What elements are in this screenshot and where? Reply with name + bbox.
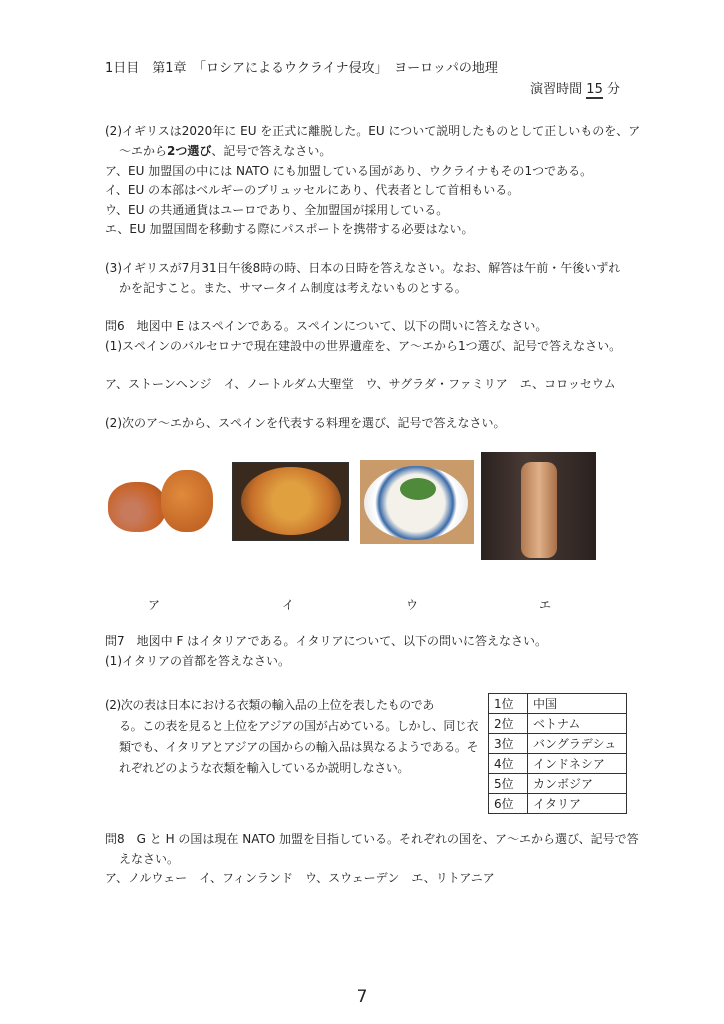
- food-image-c: [360, 460, 474, 544]
- page-title: 1日目 第1章 「ロシアによるウクライナ侵攻」 ヨーロッパの地理: [105, 61, 498, 76]
- rank-cell: 1位: [489, 694, 528, 714]
- table-row: [489, 734, 627, 754]
- practice-time: [530, 82, 620, 97]
- country-cell: バングラデシュ: [528, 734, 627, 754]
- image-label-c: ウ: [406, 598, 419, 612]
- image-label-d: エ: [539, 598, 552, 612]
- rank-cell: 6位: [489, 794, 528, 814]
- rank-cell: 3位: [489, 734, 528, 754]
- image-label-a: ア: [148, 598, 161, 612]
- mon7-title: 問7 地図中 F はイタリアである。イタリアについて、以下の問いに答えなさい。: [105, 634, 548, 648]
- mon7-q1: (1)イタリアの首都を答えなさい。: [105, 654, 290, 668]
- time-label: 演習時間: [530, 82, 583, 97]
- time-unit: 分: [606, 82, 620, 97]
- country-cell: 中国: [528, 694, 627, 714]
- mon7-q2-line: る。この表を見ると上位をアジアの国が占めている。しかし、同じ衣: [119, 719, 479, 733]
- mon8-line1: 問8 G と H の国は現在 NATO 加盟を目指している。それぞれの国を、ア〜エから選び、記号で答: [105, 832, 639, 846]
- table-row: [489, 794, 627, 814]
- image-label-b: イ: [282, 598, 295, 612]
- q2-line2-post: 、記号で答えなさい。: [211, 144, 332, 158]
- table-row: [489, 694, 627, 714]
- q2-line1: (2)イギリスは2020年に EU を正式に離脱した。EU について説明したものとして正しいものを、ア: [105, 124, 641, 138]
- food-image-b: [232, 462, 349, 541]
- rank-cell: 2位: [489, 714, 528, 734]
- mon8-options: ア、ノルウェー イ、フィンランド ウ、スウェーデン エ、リトアニア: [105, 871, 495, 885]
- table-row: [489, 714, 627, 734]
- time-value: 15: [586, 82, 603, 97]
- q2-option: エ、EU 加盟国間を移動する際にパスポートを携帯する必要はない。: [105, 222, 474, 236]
- mon8-line2: えなさい。: [119, 852, 180, 866]
- q2-line2: [105, 143, 331, 159]
- country-cell: インドネシア: [528, 754, 627, 774]
- mon6-q2: (2)次のア〜エから、スペインを代表する料理を選び、記号で答えなさい。: [105, 416, 506, 430]
- country-cell: カンボジア: [528, 774, 627, 794]
- table-row: [489, 754, 627, 774]
- q3-line1: (3)イギリスが7月31日午後8時の時、日本の日時を答えなさい。なお、解答は午前・午後いずれ: [105, 261, 621, 275]
- q2-line2-pre: 〜エから: [119, 144, 168, 158]
- clothing-import-table: [488, 693, 627, 814]
- mon6-title: 問6 地図中 E はスペインである。スペインについて、以下の問いに答えなさい。: [105, 319, 548, 333]
- q2-option: イ、EU の本部はベルギーのブリュッセルにあり、代表者として首相もいる。: [105, 183, 520, 197]
- mon6-q1: (1)スペインのバルセロナで現在建設中の世界遺産を、ア〜エから1つ選び、記号で答えなさい。: [105, 339, 622, 353]
- mon7-q2-line: (2)次の表は日本における衣類の輸入品の上位を表したものであ: [105, 698, 435, 712]
- rank-cell: 5位: [489, 774, 528, 794]
- food-image-a: [103, 462, 215, 540]
- country-cell: イタリア: [528, 794, 627, 814]
- mon7-q2-line: 類でも、イタリアとアジアの国からの輸入品は異なるようである。そ: [119, 740, 479, 754]
- rank-cell: 4位: [489, 754, 528, 774]
- food-image-d: [481, 452, 596, 560]
- mon6-q1-options: ア、ストーンヘンジ イ、ノートルダム大聖堂 ウ、サグラダ・ファミリア エ、コロッセウム: [105, 377, 616, 391]
- q2-option: ウ、EU の共通通貨はユーロであり、全加盟国が採用している。: [105, 203, 449, 217]
- mon7-q2-line: れぞれどのような衣類を輸入しているか説明しなさい。: [119, 761, 410, 775]
- page-number: 7: [356, 987, 368, 1007]
- q2-bold-instruction: 2つ選び: [167, 144, 212, 158]
- country-cell: ベトナム: [528, 714, 627, 734]
- table-row: [489, 774, 627, 794]
- q3-line2: かを記すこと。また、サマータイム制度は考えないものとする。: [119, 281, 467, 295]
- q2-option: ア、EU 加盟国の中には NATO にも加盟している国があり、ウクライナもその1つである。: [105, 164, 593, 178]
